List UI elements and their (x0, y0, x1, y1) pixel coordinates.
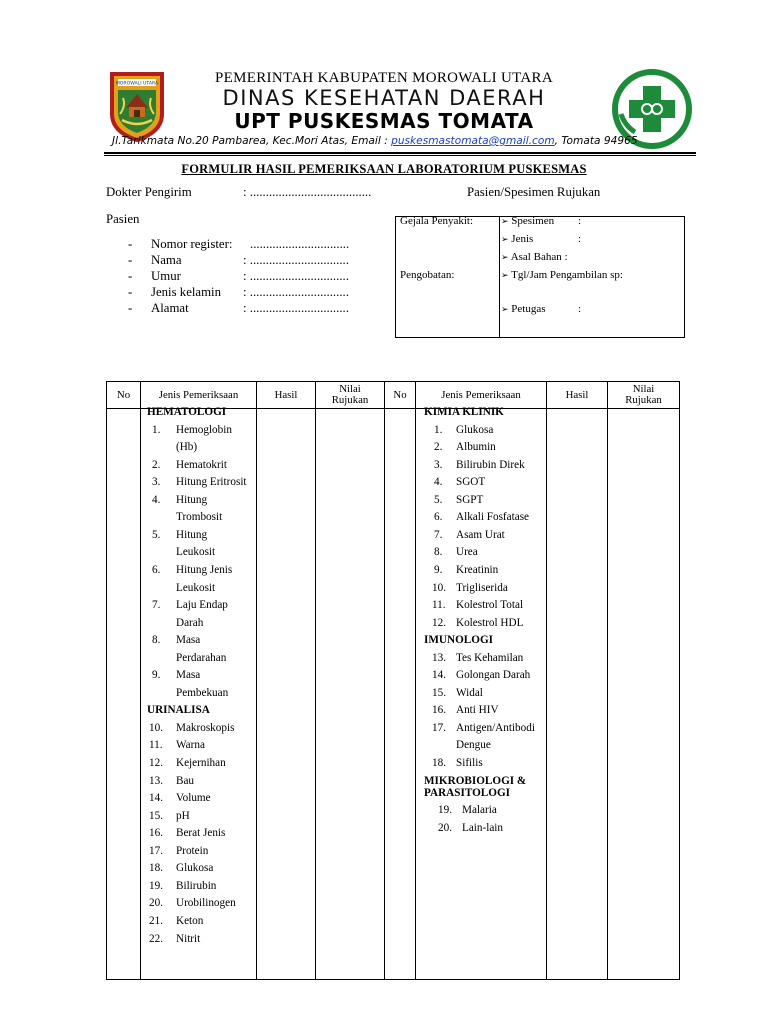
arrow-bullet-icon: ➢ (501, 235, 509, 245)
header-hasil: Hasil (257, 382, 316, 409)
header-rujukan: Rujukan (625, 394, 662, 406)
info-item-petugas (501, 303, 546, 315)
header-hasil: Hasil (547, 382, 608, 409)
rujukan-label: Pasien/Spesimen Rujukan (467, 185, 601, 199)
exam-item-number: 13. (149, 774, 163, 787)
exam-item-name: Hitung (176, 528, 208, 541)
section-heading: URINALISA (147, 704, 210, 717)
exam-item-number: 20. (149, 897, 163, 910)
exam-item-number: 7. (434, 528, 443, 541)
info-item-label: Petugas (511, 303, 546, 315)
info-item-colon: : (578, 233, 582, 245)
exam-item-continuation: Trombosit (176, 511, 223, 524)
exam-item-number: 15. (432, 686, 446, 699)
exam-item-name: Hitung Eritrosit (176, 476, 247, 489)
exam-item-number: 3. (152, 476, 161, 489)
exam-item-name: Tes Kehamilan (456, 651, 524, 664)
field-gender-value[interactable]: : ............................... (243, 285, 349, 299)
arrow-bullet-icon: ➢ (501, 217, 509, 227)
exam-item-number: 14. (149, 792, 163, 805)
exam-item-number: 6. (152, 563, 161, 576)
exam-item-continuation: Darah (176, 616, 204, 629)
exam-item-name: Hitung Jenis (176, 563, 233, 576)
exam-item-name: Trigliserida (456, 581, 508, 594)
exam-item-name: Bilirubin (176, 879, 217, 892)
exam-item-name: Hitung (176, 493, 208, 506)
exam-item-name: Warna (176, 739, 205, 752)
field-dash: - (128, 301, 133, 315)
exam-item-number: 2. (152, 458, 161, 471)
exam-item-number: 8. (152, 634, 161, 647)
no-cell (385, 409, 416, 980)
exam-item-name: Urea (456, 546, 478, 559)
exam-item-number: 8. (434, 546, 443, 559)
field-address-value[interactable]: : ............................... (243, 301, 349, 315)
field-register-label: Nomor register: (151, 237, 233, 251)
header-nilai: Nilai (339, 383, 361, 395)
exam-item-name: Kolestrol HDL (456, 616, 524, 629)
exam-item-number: 1. (434, 423, 443, 436)
exam-item-number: 17. (432, 721, 446, 734)
exam-item-number: 1. (152, 423, 161, 436)
field-dash: - (128, 269, 133, 283)
exam-item-continuation: Leukosit (176, 581, 216, 594)
exam-list-cell (416, 406, 547, 980)
table-header-row (107, 382, 680, 409)
info-item-label: Spesimen (511, 215, 555, 227)
exam-item-number: 5. (434, 493, 443, 506)
exam-item-number: 11. (432, 599, 446, 612)
letterhead-rule-thick (104, 152, 696, 154)
exam-item-name: Hematokrit (176, 458, 227, 471)
exam-item-number: 9. (152, 669, 161, 682)
exam-item-number: 19. (149, 879, 163, 892)
exam-item-number: 16. (432, 704, 446, 717)
exam-item-name: SGPT (456, 493, 484, 506)
exam-item-name: Protein (176, 844, 209, 857)
address-suffix: , Tomata 94965 (554, 135, 638, 147)
exam-item-name: Makroskopis (176, 721, 235, 734)
exam-list-cell (141, 406, 257, 980)
exam-item-name: pH (176, 809, 190, 822)
table-body-row (107, 409, 680, 980)
lab-results-table (106, 381, 680, 980)
arrow-bullet-icon: ➢ (501, 253, 509, 263)
patient-heading: Pasien (106, 212, 140, 226)
exam-item-number: 9. (434, 563, 443, 576)
exam-item-number: 19. (438, 804, 452, 817)
field-address-label: Alamat (151, 301, 189, 315)
exam-item-number: 18. (149, 862, 163, 875)
exam-item-name: Masa (176, 669, 201, 682)
field-dash: - (128, 285, 133, 299)
exam-item-name: Kreatinin (456, 563, 499, 576)
exam-item-continuation: (Hb) (176, 441, 198, 454)
exam-item-number: 10. (149, 721, 163, 734)
exam-item-name: Golongan Darah (456, 669, 531, 682)
exam-item-number: 12. (432, 616, 446, 629)
info-item-label: Asal Bahan : (510, 251, 568, 263)
exam-item-continuation: Pembekuan (176, 686, 229, 699)
exam-item-name: Widal (456, 686, 483, 699)
exam-item-name: Glukosa (456, 423, 494, 436)
header-no: No (107, 382, 141, 409)
info-item-jenis (501, 233, 533, 245)
header-nilai-rujukan (316, 382, 385, 409)
exam-item-name: Albumin (456, 441, 496, 454)
section-heading: MIKROBIOLOGI & (424, 774, 527, 787)
field-age-label: Umur (151, 269, 181, 283)
exam-item-name: Lain-lain (462, 821, 504, 834)
field-name-label: Nama (151, 253, 182, 267)
exam-item-number: 15. (149, 809, 163, 822)
exam-item-continuation: Perdarahan (176, 651, 227, 664)
exam-item-name: Volume (176, 792, 211, 805)
arrow-bullet-icon: ➢ (501, 271, 509, 281)
exam-item-name: Malaria (462, 804, 497, 817)
exam-item-name: Nitrit (176, 932, 201, 945)
exam-item-number: 10. (432, 581, 446, 594)
exam-item-name: Bau (176, 774, 195, 787)
header-rujukan: Rujukan (331, 394, 369, 406)
header-nilai-rujukan (608, 382, 680, 409)
gejala-label: Gejala Penyakit: (400, 215, 474, 227)
section-heading: KIMIA KLINIK (424, 406, 504, 418)
info-item-label: Tgl/Jam Pengambilan sp: (511, 269, 623, 281)
exam-item-name: Kolestrol Total (456, 599, 524, 612)
exam-item-name: Asam Urat (456, 528, 505, 541)
exam-item-number: 7. (152, 599, 161, 612)
exam-item-name: Kejernihan (176, 757, 226, 769)
exam-item-name: Masa (176, 634, 201, 647)
exam-item-name: Keton (176, 914, 204, 927)
exam-item-number: 17. (149, 844, 163, 857)
exam-item-number: 3. (434, 458, 443, 471)
exam-item-number: 13. (432, 651, 446, 664)
header-jenis: Jenis Pemeriksaan (416, 382, 547, 409)
info-item-colon: : (578, 303, 582, 315)
exam-item-continuation: Dengue (456, 739, 491, 752)
exam-item-name: Alkali Fosfatase (456, 511, 530, 524)
exam-item-name: Hemoglobin (176, 423, 232, 436)
exam-item-name: SGOT (456, 476, 486, 489)
hasil-cell[interactable] (547, 409, 608, 980)
exam-item-name: Anti HIV (456, 704, 499, 717)
exam-item-name: Antigen/Antibodi (456, 721, 535, 734)
referrer-label: Dokter Pengirim (106, 185, 192, 199)
field-dash: - (128, 253, 133, 267)
form-title: FORMULIR HASIL PEMERIKSAAN LABORATORIUM PUSKESMAS (181, 162, 587, 176)
unit-name: UPT PUSKESMAS TOMATA (234, 109, 534, 133)
pengobatan-label: Pengobatan: (400, 269, 455, 281)
section-heading: HEMATOLOGI (147, 406, 227, 418)
field-dash: - (128, 237, 133, 251)
nilai-rujukan-cell[interactable] (316, 409, 385, 980)
info-item-specimen (501, 215, 554, 227)
address-prefix: Jl.Tarikmata No.20 Pambarea, Kec.Mori Atas, Email : (112, 135, 392, 147)
exam-item-number: 12. (149, 757, 163, 769)
exam-item-number: 11. (149, 739, 163, 752)
exam-item-name: Bilirubin Direk (456, 458, 525, 471)
exam-item-number: 2. (434, 441, 443, 454)
field-gender-label: Jenis kelamin (151, 285, 222, 299)
exam-item-number: 5. (152, 528, 161, 541)
field-name-value[interactable]: : ............................... (243, 253, 349, 267)
exam-item-name: Sifilis (456, 757, 483, 769)
section-heading: PARASITOLOGI (424, 786, 510, 799)
field-age-value[interactable]: : ............................... (243, 269, 349, 283)
no-cell (107, 409, 141, 980)
svg-text:MOROWALI UTARA: MOROWALI UTARA (115, 81, 159, 87)
exam-item-number: 4. (152, 493, 161, 506)
exam-item-name: Laju Endap (176, 599, 228, 612)
info-item-colon: : (578, 215, 582, 227)
info-item-tgl-jam (501, 269, 623, 281)
info-box-divider (499, 216, 500, 338)
section-heading: IMUNOLOGI (424, 634, 493, 647)
header-no: No (385, 382, 416, 409)
exam-item-name: Urobilinogen (176, 897, 236, 910)
field-register-value[interactable]: ............................... (250, 237, 350, 251)
exam-item-number: 14. (432, 669, 446, 682)
exam-item-number: 21. (149, 914, 163, 927)
header-nilai: Nilai (632, 383, 655, 395)
exam-item-number: 4. (434, 476, 443, 489)
info-item-asal-bahan (501, 251, 568, 263)
email-link[interactable]: puskesmastomata@gmail.com (391, 135, 555, 147)
nilai-rujukan-cell[interactable] (608, 409, 680, 980)
exam-item-name: Berat Jenis (176, 827, 226, 840)
info-item-label: Jenis (511, 233, 534, 245)
exam-item-number: 20. (438, 821, 452, 834)
agency-name: DINAS KESEHATAN DAERAH (222, 86, 546, 110)
exam-item-number: 16. (149, 827, 163, 840)
exam-item-name: Glukosa (176, 862, 214, 875)
exam-item-number: 22. (149, 932, 163, 945)
exam-item-number: 6. (434, 511, 443, 524)
address-line (112, 135, 638, 147)
exam-item-number: 18. (432, 757, 446, 769)
header-jenis: Jenis Pemeriksaan (141, 382, 257, 409)
arrow-bullet-icon: ➢ (501, 305, 509, 315)
exam-item-continuation: Leukosit (176, 546, 216, 559)
letterhead-rule-thin (104, 155, 696, 156)
referrer-value[interactable]: : ...................................... (243, 185, 372, 199)
government-name: PEMERINTAH KABUPATEN MOROWALI UTARA (215, 70, 553, 86)
hasil-cell[interactable] (257, 409, 316, 980)
